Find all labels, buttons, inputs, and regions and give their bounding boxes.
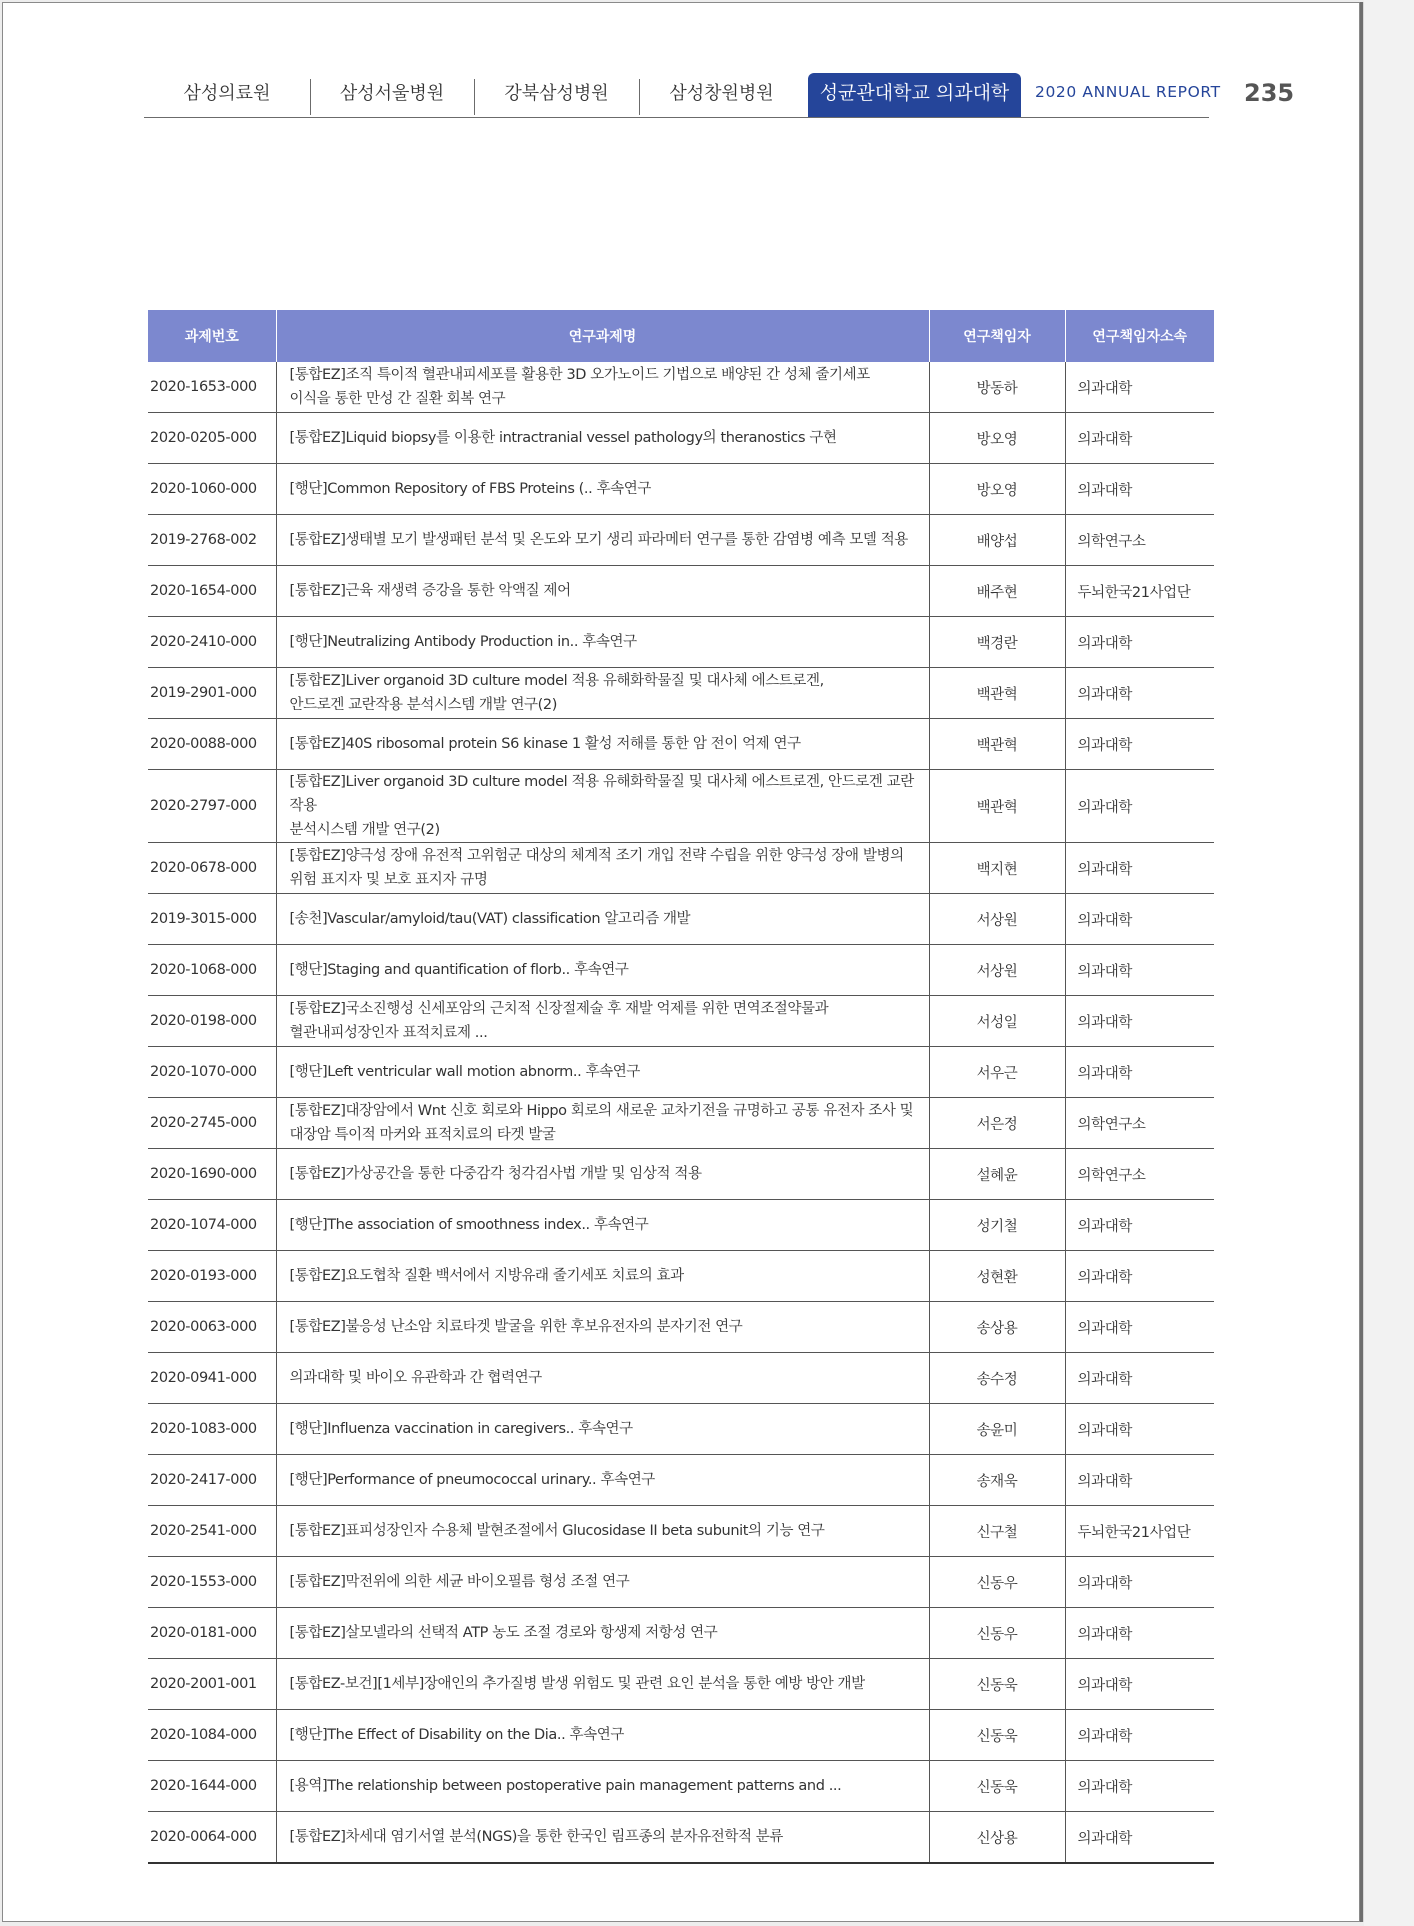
project-title-cell: [276, 996, 929, 1047]
table-body: [148, 362, 1214, 1863]
project-title-cell: [276, 1353, 929, 1404]
project-title-text: [통합EZ]차세대 염기서열 분석(NGS)을 통한 한국인 림프종의 분자유전학적 분류: [289, 1829, 783, 1845]
project-id-cell: 2019-3015-000: [148, 894, 276, 945]
table-row: [148, 945, 1214, 996]
project-id-cell: 2020-1074-000: [148, 1200, 276, 1251]
project-id-cell: 2020-1084-000: [148, 1710, 276, 1761]
project-id-cell: 2020-0064-000: [148, 1812, 276, 1864]
project-title-cell: [276, 566, 929, 617]
project-id-cell: 2020-1644-000: [148, 1761, 276, 1812]
affiliation-cell: 의과대학: [1065, 1710, 1214, 1761]
project-id-cell: 2020-0181-000: [148, 1608, 276, 1659]
affiliation-cell: 의과대학: [1065, 1812, 1214, 1864]
project-title-text: [통합EZ]근육 재생력 증강을 통한 악액질 제어: [289, 583, 571, 599]
project-title-text: [통합EZ]국소진행성 신세포암의 근치적 신장절제술 후 재발 억제를 위한 면역조절약물과 혈관내피성장인자 표적치료제 ...: [289, 1001, 829, 1041]
table-header-row: [148, 310, 1214, 362]
project-id-cell: 2020-0088-000: [148, 719, 276, 770]
principal-investigator-cell: 신동욱: [929, 1710, 1065, 1761]
project-title-cell: [276, 668, 929, 719]
principal-investigator-cell: 성기철: [929, 1200, 1065, 1251]
project-id-cell: 2020-2001-001: [148, 1659, 276, 1710]
project-title-cell: [276, 1557, 929, 1608]
principal-investigator-cell: 신동욱: [929, 1761, 1065, 1812]
affiliation-cell: 의과대학: [1065, 894, 1214, 945]
principal-investigator-cell: 백관혁: [929, 719, 1065, 770]
table-row: [148, 1812, 1214, 1864]
table-row: [148, 1710, 1214, 1761]
table-row: [148, 719, 1214, 770]
project-title-cell: [276, 1047, 929, 1098]
research-project-table: [148, 310, 1214, 1864]
affiliation-cell: 의과대학: [1065, 1659, 1214, 1710]
affiliation-cell: 의과대학: [1065, 617, 1214, 668]
affiliation-cell: 의학연구소: [1065, 1149, 1214, 1200]
principal-investigator-cell: 배양섭: [929, 515, 1065, 566]
principal-investigator-cell: 신동욱: [929, 1659, 1065, 1710]
project-id-cell: 2020-1083-000: [148, 1404, 276, 1455]
project-title-text: [통합EZ]양극성 장애 유전적 고위험군 대상의 체계적 조기 개입 전략 수립을 위한 양극성 장애 발병의 위험 표지자 및 보호 표지자 규명: [289, 848, 904, 888]
principal-investigator-cell: 성현환: [929, 1251, 1065, 1302]
project-id-cell: 2020-1654-000: [148, 566, 276, 617]
affiliation-cell: 두뇌한국21사업단: [1065, 1506, 1214, 1557]
project-id-cell: 2020-0678-000: [148, 843, 276, 894]
project-id-cell: 2020-0198-000: [148, 996, 276, 1047]
table-row: [148, 362, 1214, 413]
affiliation-cell: 의과대학: [1065, 1608, 1214, 1659]
project-id-cell: 2020-1060-000: [148, 464, 276, 515]
principal-investigator-cell: 설혜윤: [929, 1149, 1065, 1200]
affiliation-cell: 의과대학: [1065, 1404, 1214, 1455]
table-row: [148, 464, 1214, 515]
project-title-text: [행단]The Effect of Disability on the Dia.. 후속연구: [289, 1727, 624, 1743]
project-title-cell: [276, 1761, 929, 1812]
affiliation-cell: 의과대학: [1065, 1251, 1214, 1302]
affiliation-cell: 의과대학: [1065, 1455, 1214, 1506]
table-row: [148, 1149, 1214, 1200]
affiliation-cell: 의과대학: [1065, 1557, 1214, 1608]
project-title-text: [통합EZ]불응성 난소암 치료타겟 발굴을 위한 후보유전자의 분자기전 연구: [289, 1319, 743, 1335]
project-id-cell: 2020-2745-000: [148, 1098, 276, 1149]
project-title-cell: [276, 362, 929, 413]
table-row: [148, 1557, 1214, 1608]
tab-kangbuk-samsung-hospital[interactable]: 강북삼성병원: [474, 75, 639, 115]
project-title-cell: [276, 1302, 929, 1353]
principal-investigator-cell: 신동우: [929, 1608, 1065, 1659]
project-title-text: [통합EZ]40S ribosomal protein S6 kinase 1 활성 저해를 통한 암 전이 억제 연구: [289, 736, 801, 752]
project-title-text: [통합EZ]Liver organoid 3D culture model 적용 유해화학물질 및 대사체 에스트로겐, 안드로겐 교란작용 분석시스템 개발 연구(2): [289, 774, 914, 838]
project-id-cell: 2020-1653-000: [148, 362, 276, 413]
project-title-cell: [276, 894, 929, 945]
project-title-cell: [276, 1149, 929, 1200]
affiliation-cell: 의과대학: [1065, 996, 1214, 1047]
table-row: [148, 1659, 1214, 1710]
table-row: [148, 1098, 1214, 1149]
project-title-cell: [276, 464, 929, 515]
principal-investigator-cell: 백관혁: [929, 770, 1065, 843]
table-row: [148, 1302, 1214, 1353]
project-title-text: [행단]Common Repository of FBS Proteins (.. 후속연구: [289, 481, 651, 497]
project-title-cell: [276, 617, 929, 668]
principal-investigator-cell: 백관혁: [929, 668, 1065, 719]
table-row: [148, 1506, 1214, 1557]
affiliation-cell: 의과대학: [1065, 464, 1214, 515]
table-row: [148, 996, 1214, 1047]
affiliation-cell: 의과대학: [1065, 1200, 1214, 1251]
principal-investigator-cell: 서상원: [929, 894, 1065, 945]
table-row: [148, 894, 1214, 945]
project-title-cell: [276, 1812, 929, 1864]
table-row: [148, 1200, 1214, 1251]
project-title-text: [통합EZ]요도협착 질환 백서에서 지방유래 줄기세포 치료의 효과: [289, 1268, 684, 1284]
affiliation-cell: 의과대학: [1065, 1302, 1214, 1353]
project-title-cell: [276, 1659, 929, 1710]
table-row: [148, 1047, 1214, 1098]
project-title-text: [통합EZ]막전위에 의한 세균 바이오필름 형성 조절 연구: [289, 1574, 630, 1590]
principal-investigator-cell: 방오영: [929, 413, 1065, 464]
principal-investigator-cell: 신동우: [929, 1557, 1065, 1608]
project-title-text: [행단]Left ventricular wall motion abnorm.. 후속연구: [289, 1064, 640, 1080]
project-id-cell: 2020-2797-000: [148, 770, 276, 843]
affiliation-cell: 의과대학: [1065, 362, 1214, 413]
project-title-cell: [276, 1608, 929, 1659]
viewer-background: [1364, 0, 1414, 1926]
project-title-text: [통합EZ]생태별 모기 발생패턴 분석 및 온도와 모기 생리 파라메터 연구를 통한 감염병 예측 모델 적용: [289, 532, 908, 548]
principal-investigator-cell: 방동하: [929, 362, 1065, 413]
project-id-cell: 2020-0193-000: [148, 1251, 276, 1302]
project-title-text: [행단]Neutralizing Antibody Production in.. 후속연구: [289, 634, 637, 650]
project-title-text: [행단]The association of smoothness index.. 후속연구: [289, 1217, 649, 1233]
project-title-text: [통합EZ]Liver organoid 3D culture model 적용 유해화학물질 및 대사체 에스트로겐, 안드로겐 교란작용 분석시스템 개발 연구(2): [289, 673, 824, 713]
table-row: [148, 770, 1214, 843]
project-title-text: [송천]Vascular/amyloid/tau(VAT) classification 알고리즘 개발: [289, 911, 691, 927]
project-id-cell: 2020-2417-000: [148, 1455, 276, 1506]
project-title-cell: [276, 413, 929, 464]
project-title-text: 의과대학 및 바이오 유관학과 간 협력연구: [289, 1370, 542, 1386]
project-title-text: [용역]The relationship between postoperative pain management patterns and ...: [289, 1778, 842, 1794]
column-header-project-title: 연구과제명: [276, 310, 929, 362]
affiliation-cell: 의학연구소: [1065, 1098, 1214, 1149]
page-number: 235: [1244, 79, 1295, 107]
project-title-cell: [276, 1455, 929, 1506]
affiliation-cell: 의과대학: [1065, 1761, 1214, 1812]
principal-investigator-cell: 송윤미: [929, 1404, 1065, 1455]
affiliation-cell: 의학연구소: [1065, 515, 1214, 566]
tab-skku-medical-school[interactable]: 성균관대학교 의과대학: [808, 73, 1021, 117]
project-id-cell: 2020-1553-000: [148, 1557, 276, 1608]
affiliation-cell: 의과대학: [1065, 668, 1214, 719]
table-row: [148, 668, 1214, 719]
project-title-cell: [276, 719, 929, 770]
principal-investigator-cell: 서우근: [929, 1047, 1065, 1098]
project-title-text: [통합EZ]살모넬라의 선택적 ATP 농도 조절 경로와 항생제 저항성 연구: [289, 1625, 718, 1641]
affiliation-cell: 의과대학: [1065, 413, 1214, 464]
table-row: [148, 1761, 1214, 1812]
table-row: [148, 843, 1214, 894]
column-header-affiliation: 연구책임자소속: [1065, 310, 1214, 362]
project-title-text: [행단]Performance of pneumococcal urinary.. 후속연구: [289, 1472, 655, 1488]
principal-investigator-cell: 백지현: [929, 843, 1065, 894]
tab-samsung-medical-center[interactable]: 삼성의료원: [183, 83, 271, 104]
project-id-cell: 2020-0941-000: [148, 1353, 276, 1404]
table-row: [148, 617, 1214, 668]
principal-investigator-cell: 서은정: [929, 1098, 1065, 1149]
project-id-cell: 2020-0205-000: [148, 413, 276, 464]
project-title-cell: [276, 945, 929, 996]
project-title-cell: [276, 770, 929, 843]
project-title-cell: [276, 1404, 929, 1455]
affiliation-cell: 의과대학: [1065, 843, 1214, 894]
principal-investigator-cell: 백경란: [929, 617, 1065, 668]
project-title-cell: [276, 1710, 929, 1761]
project-id-cell: 2020-2541-000: [148, 1506, 276, 1557]
affiliation-cell: 두뇌한국21사업단: [1065, 566, 1214, 617]
project-id-cell: 2020-1690-000: [148, 1149, 276, 1200]
project-title-cell: [276, 843, 929, 894]
column-header-principal-investigator: 연구책임자: [929, 310, 1065, 362]
principal-investigator-cell: 신상용: [929, 1812, 1065, 1864]
annual-report-label: 2020 ANNUAL REPORT: [1035, 83, 1221, 101]
table-row: [148, 1608, 1214, 1659]
principal-investigator-cell: 서상원: [929, 945, 1065, 996]
tab-samsung-changwon-hospital[interactable]: 삼성창원병원: [639, 75, 804, 115]
project-title-text: [통합EZ]표피성장인자 수용체 발현조절에서 Glucosidase II beta subunit의 기능 연구: [289, 1523, 825, 1539]
table-row: [148, 515, 1214, 566]
principal-investigator-cell: 서성일: [929, 996, 1065, 1047]
project-title-text: [통합EZ-보건][1세부]장애인의 추가질병 발생 위험도 및 관련 요인 분석을 통한 예방 방안 개발: [289, 1676, 865, 1692]
tab-samsung-seoul-hospital[interactable]: 삼성서울병원: [310, 75, 474, 115]
report-page: [2, 2, 1360, 1922]
principal-investigator-cell: 배주현: [929, 566, 1065, 617]
column-header-project-id: 과제번호: [148, 310, 276, 362]
project-title-text: [행단]Influenza vaccination in caregivers.. 후속연구: [289, 1421, 633, 1437]
project-title-text: [통합EZ]가상공간을 통한 다중감각 청각검사법 개발 및 임상적 적용: [289, 1166, 702, 1182]
affiliation-cell: 의과대학: [1065, 945, 1214, 996]
project-title-text: [통합EZ]대장암에서 Wnt 신호 회로와 Hippo 회로의 새로운 교차기전을 규명하고 공통 유전자 조사 및 대장암 특이적 마커와 표적치료의 타겟 발굴: [289, 1103, 914, 1143]
principal-investigator-cell: 방오영: [929, 464, 1065, 515]
affiliation-cell: 의과대학: [1065, 770, 1214, 843]
project-id-cell: 2019-2901-000: [148, 668, 276, 719]
project-id-cell: 2020-1068-000: [148, 945, 276, 996]
project-title-cell: [276, 1200, 929, 1251]
project-title-cell: [276, 1098, 929, 1149]
project-id-cell: 2020-1070-000: [148, 1047, 276, 1098]
project-title-cell: [276, 1506, 929, 1557]
principal-investigator-cell: 송상용: [929, 1302, 1065, 1353]
affiliation-cell: 의과대학: [1065, 719, 1214, 770]
project-id-cell: 2020-2410-000: [148, 617, 276, 668]
principal-investigator-cell: 송재욱: [929, 1455, 1065, 1506]
table-row: [148, 1353, 1214, 1404]
project-title-cell: [276, 1251, 929, 1302]
project-title-text: [통합EZ]Liquid biopsy를 이용한 intractranial vessel pathology의 theranostics 구현: [289, 430, 837, 446]
principal-investigator-cell: 송수정: [929, 1353, 1065, 1404]
project-title-cell: [276, 515, 929, 566]
section-tab-bar: [144, 73, 1221, 118]
affiliation-cell: 의과대학: [1065, 1353, 1214, 1404]
project-title-text: [행단]Staging and quantification of florb.. 후속연구: [289, 962, 629, 978]
project-id-cell: 2020-0063-000: [148, 1302, 276, 1353]
table-row: [148, 413, 1214, 464]
table-row: [148, 1404, 1214, 1455]
project-id-cell: 2019-2768-002: [148, 515, 276, 566]
project-title-text: [통합EZ]조직 특이적 혈관내피세포를 활용한 3D 오가노이드 기법으로 배양된 간 성체 줄기세포 이식을 통한 만성 간 질환 회복 연구: [289, 367, 870, 407]
affiliation-cell: 의과대학: [1065, 1047, 1214, 1098]
table-row: [148, 566, 1214, 617]
table-row: [148, 1251, 1214, 1302]
table-row: [148, 1455, 1214, 1506]
principal-investigator-cell: 신구철: [929, 1506, 1065, 1557]
